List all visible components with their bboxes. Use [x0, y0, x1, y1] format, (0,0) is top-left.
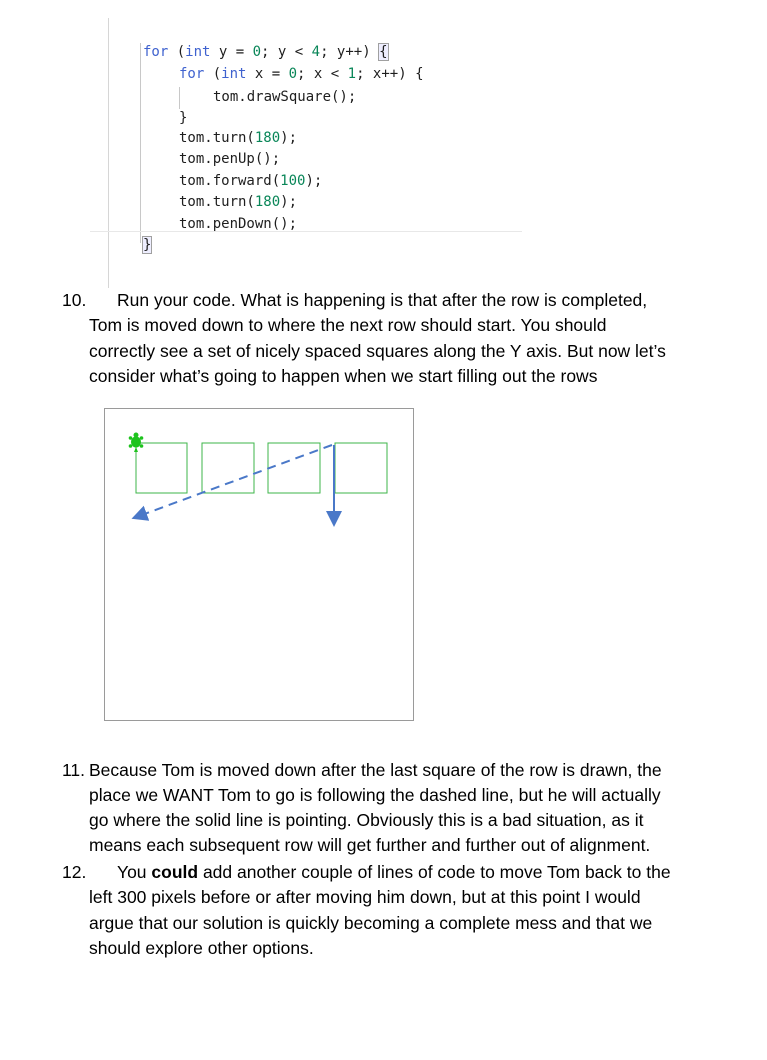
square-4 [335, 443, 387, 493]
square-2 [202, 443, 254, 493]
scope-guide-inner [179, 87, 180, 109]
code-line-5: tom.turn(180); [179, 130, 298, 146]
step-text-line: consider what’s going to happen when we start filling out the rows [89, 366, 598, 386]
square-1 [136, 443, 187, 493]
code-line-1: for (int y = 0; y < 4; y++) { [143, 44, 388, 60]
step-text-line: Run your code. What is happening is that after the row is completed, [117, 290, 648, 310]
current-line-highlight [90, 231, 522, 232]
turtle-canvas-figure [104, 408, 414, 721]
dashed-intended-path [139, 445, 332, 516]
scope-guide-outer [140, 43, 141, 243]
code-line-3: tom.drawSquare(); [213, 89, 357, 105]
step-text-line: correctly see a set of nicely spaced squares along the Y axis. But now let’s [89, 341, 666, 361]
step-text-line: Tom is moved down to where the next row should start. You should [89, 315, 607, 335]
code-line-4: } [179, 110, 188, 126]
step-text-line: left 300 pixels before or after moving him down, but at this point I would [89, 887, 641, 907]
code-line-6: tom.penUp(); [179, 151, 281, 167]
code-line-8: tom.turn(180); [179, 194, 298, 210]
step-number: 12. [62, 862, 87, 882]
code-line-2: for (int x = 0; x < 1; x++) { [179, 66, 424, 82]
step-number: 10. [62, 290, 87, 310]
step-text-line: Because Tom is moved down after the last square of the row is drawn, the [89, 760, 662, 780]
step-text-line: go where the solid line is pointing. Obviously this is a bad situation, as it [89, 810, 644, 830]
code-line-9: tom.penDown(); [179, 216, 298, 232]
step-number: 11. [62, 760, 86, 780]
figure-drawing [105, 409, 415, 722]
step-text-line: should explore other options. [89, 938, 314, 958]
code-snippet [90, 10, 522, 280]
code-line-7: tom.forward(100); [179, 173, 323, 189]
step-text-line: means each subsequent row will get further and further out of alignment. [89, 835, 651, 855]
step-text-line: place we WANT Tom to go is following the dashed line, but he will actually [89, 785, 661, 805]
square-3 [268, 443, 320, 493]
step-text-line: argue that our solution is quickly becoming a complete mess and that we [89, 913, 653, 933]
step-text-line: You could add another couple of lines of code to move Tom back to the [117, 862, 671, 882]
turtle-icon [129, 433, 144, 453]
code-line-10: } [143, 237, 152, 253]
gutter-line [108, 18, 109, 288]
